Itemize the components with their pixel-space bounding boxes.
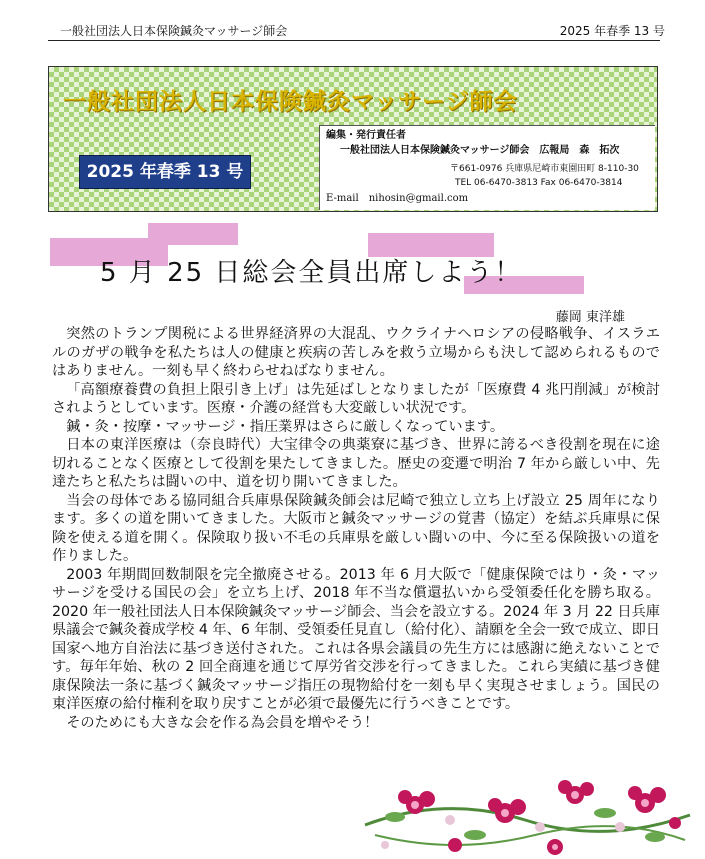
article-author: 藤岡 東洋雄 bbox=[555, 310, 625, 325]
flower-decoration bbox=[355, 765, 695, 859]
article-paragraph: そのためにも大きな会を作る為会員を増やそう！ bbox=[66, 714, 379, 731]
running-header-org: 一般社団法人日本保険鍼灸マッサージ師会 bbox=[60, 24, 288, 38]
editor-info-box bbox=[319, 125, 655, 210]
issue-badge: 2025 年春季 13 号 bbox=[79, 155, 251, 189]
article-headline: 5 月 25 日総会全員出席しよう！ bbox=[100, 258, 523, 288]
article-body bbox=[52, 325, 660, 732]
header-rule bbox=[48, 40, 660, 41]
article-paragraph: 「高額療養費の負担上限引き上げ」は先延ばしとなりましたが「医療費 4 兆円削減」が検討されようとしています。医療・介護の経営も大変厳しい状況です。 bbox=[52, 381, 660, 416]
article-paragraph: 日本の東洋医療は（奈良時代）大宝律令の典薬寮に基づき、世界に誇るべき役割を現在に途切れることなく医療として役割を果たしてきました。歴史の変遷で明治 7 年から厳しい中、先達たちと私たちは闘いの中、道を切り開いてきました。 bbox=[52, 437, 660, 490]
editor-label: 編集・発行責任者 bbox=[326, 130, 406, 141]
editor-name: 一般社団法人日本保険鍼灸マッサージ師会 広報局 森 拓次 bbox=[340, 145, 620, 156]
highlight-mark bbox=[148, 223, 238, 245]
editor-address: 〒661-0976 兵庫県尼崎市東園田町 8-110-30 bbox=[450, 164, 639, 174]
running-header-issue: 2025 年春季 13 号 bbox=[559, 24, 665, 38]
article-paragraph: 鍼・灸・按摩・マッサージ・指圧業界はさらに厳しくなっています。 bbox=[66, 418, 505, 435]
article-paragraph: 2003 年期間回数制限を完全撤廃させる。2013 年 6 月大阪で「健康保険ではり・灸・マッサージを受ける国民の会」を立ち上げ、2018 年不当な償還払いから受領委任化を勝ち取る。2020 年一般社団法人日本保険鍼灸マッサージ師会、当会を設立する。2024 年 3 月 22 日兵庫県議会で鍼灸養成学校 4 年、6 年制、受領委任見直し（給付化）、請願を全会一致で成立、即日国家へ地方自治法に基づき送付された。これは各県会議員の先生方には感謝に絶えないことです。毎年年始、秋の 2 回全商連を通じて厚労省交渉を行ってきました。これら実績に基づき健康保険法一条に基づく鍼灸マッサージ指圧の現物給付を一刻も早く実現させましょう。国民の東洋医療の給付権利を取り戻すことが必須で最優先に行うべきことです。 bbox=[52, 566, 660, 712]
editor-phone: TEL 06-6470-3813 Fax 06-6470-3814 bbox=[455, 178, 623, 188]
running-header bbox=[60, 22, 665, 42]
article-paragraph: 突然のトランプ関税による世界経済界の大混乱、ウクライナへロシアの侵略戦争、イスラエルのガザの戦争を私たちは人の健康と疾病の苦しみを救う立場からも決して認められるものではありません。一刻も早く終わらせねばなりません。 bbox=[52, 326, 660, 379]
editor-email: E-mail nihosin@gmail.com bbox=[326, 193, 469, 204]
article-paragraph: 当会の母体である協同組合兵庫県保険鍼灸師会は尼崎で独立し立ち上げ設立 25 周年になります。多くの道を開いてきました。大阪市と鍼灸マッサージの覚書（協定）を結ぶ兵庫県に保険を使える道を開く。保険取り扱い不毛の兵庫県を厳しい闘いの中、今に至る保険扱いの道を作りました。 bbox=[52, 492, 660, 564]
masthead-title: 一般社団法人日本保険鍼灸マッサージ師会 bbox=[63, 89, 518, 115]
masthead bbox=[48, 66, 658, 212]
